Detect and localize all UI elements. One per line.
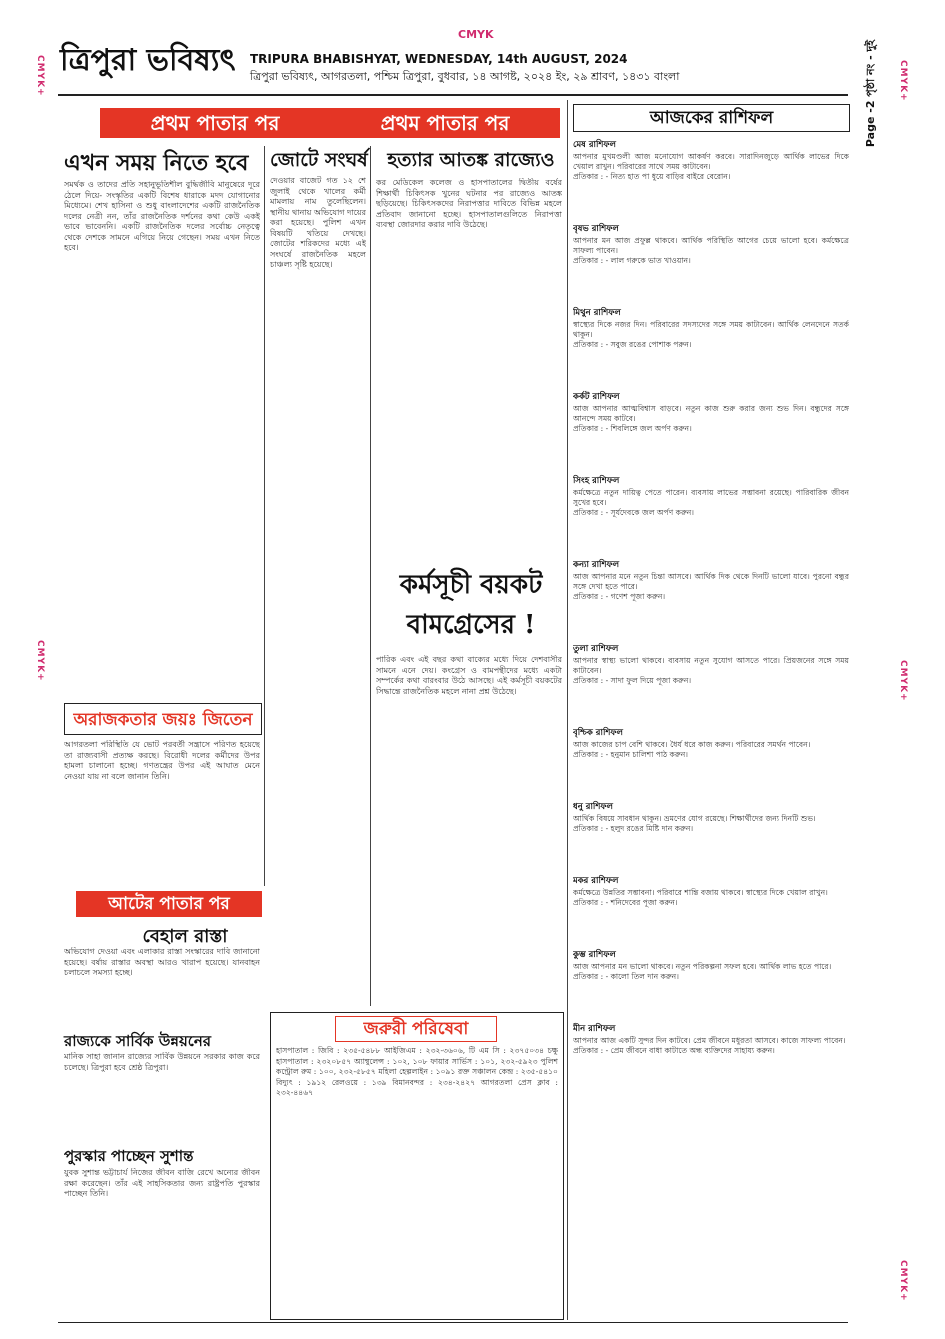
horoscope-sign-remedy: প্রতিকার : - গণেশ পূজা করুন। — [573, 592, 666, 601]
emergency-title: জরুরী পরিষেবা — [335, 1016, 497, 1042]
registration-top: CMYK — [458, 28, 494, 41]
article-clash-headline: জোটে সংঘর্ষ — [270, 149, 368, 171]
horoscope-sign-text: আপনার মন আজ প্রফুল্ল থাকবে। আর্থিক পরিস্থিতি আগের চেয়ে ভালো হবে। কর্মক্ষেত্রে সাফল্য পাবেন। — [573, 236, 849, 255]
article-road-headline: বেহাল রাস্তা — [142, 926, 228, 947]
article-road-body: অভিযোগ দেওয়া এবং এলাকার রাস্তা সংস্কারের দাবি জানানো হয়েছে। বর্ষায় রাস্তার অবস্থা আরও খারাপ হয়েছে। যানবাহন চলাচলে সমস্যা হচ্ছে। — [64, 947, 260, 977]
horoscope-sign-name: বৃশ্চিক রাশিফল — [573, 728, 623, 738]
horoscope-sign-text: আপনার স্বাস্থ্য ভালো থাকবে। ব্যবসায় নতুন সুযোগ আসতে পারে। প্রিয়জনের সঙ্গে সময় কাটাবেন। — [573, 656, 849, 675]
article-murder-body: কর মেডিকেল কলেজ ও হাসপাতালের দ্বিতীয় বর্ষের শিক্ষার্থী চিকিৎসক খুনের ঘটনার পর রাজ্যেও আতঙ্ক ছড়িয়েছে। চিকিৎসকদের নিরাপত্তার দাবিতে বিভিন্ন মহলে প্রতিবাদ জানানো হচ্ছে। হাসপাতালগুলিতে নিরাপত্তা ব্যবস্থা জোরদার করার দাবি উঠেছে। — [376, 178, 562, 229]
horoscope-sign-remedy: প্রতিকার : - হনুমান চালিশা পাঠ করুন। — [573, 750, 688, 759]
registration-left-mid: CMYK+ — [35, 640, 45, 682]
article-development-body: মানিক সাহা জানান রাজ্যের সার্বিক উন্নয়নে সরকার কাজ করে চলেছে। ত্রিপুরা হবে শ্রেষ্ঠ ত্রিপুরা। — [64, 1052, 260, 1072]
masthead-bengali-line: ত্রিপুরা ভবিষ্যৎ, আগরতলা, পশ্চিম ত্রিপুরা, বুধবার, ১৪ আগষ্ট, ২০২৪ ইং, ২৯ শ্রাবণ, ১৪৩১ বাংলা — [250, 70, 680, 83]
horoscope-sign-name: সিংহ রাশিফল — [573, 476, 620, 486]
horoscope-sign-text: স্বাস্থ্যের দিকে নজর দিন। পরিবারের সদস্যদের সঙ্গে সময় কাটাবেন। আর্থিক লেনদেনে সতর্ক থাকুন। — [573, 320, 849, 339]
banner-right: প্রথম পাতার পর — [380, 111, 510, 135]
article-award-body: যুবক সুশান্ত ভট্টাচার্য নিজের জীবন বাজি রেখে অন্যের জীবন রক্ষা করেছেন। তাঁর এই সাহসিকতার জন্য রাষ্ট্রপতি পুরস্কার পাচ্ছেন তিনি। — [64, 1168, 260, 1198]
masthead-rule — [58, 94, 848, 96]
horoscope-sign-name: মকর রাশিফল — [573, 876, 619, 886]
article-boycott-body: পারিক এবং এই বছর কথা বাক্যের মধ্যে দিয়ে দেশবাসীর সামনে এনে দেয়। কংগ্রেস ও বামপন্থীদের মধ্যে একটা সম্পর্কের কথা বারংবার উঠে আসছে। এই কর্মসূচী বয়কটের সিদ্ধান্তে রাজনৈতিক মহলে নানা প্রশ্ন উঠেছে। — [376, 655, 562, 696]
horoscope-title: আজকের রাশিফল — [573, 104, 850, 132]
article-now-is-time-headline: এখন সময় নিতে হবে — [64, 150, 249, 176]
emergency-body: হাসপাতাল : জিবি : ২৩৫-৫৪৮৮ আইজিএম : ২৩২-৩৬০৬, টি এম সি : ২৩৭৫০৩৪ চক্ষু হাসপাতাল : ২৩২০৮৫৭ অ্যাম্বুলেন্স : ১০২, ১০৮ ফায়ার সার্ভিস : ১০১, ২৩২-৫৯২৩ পুলিশ কন্ট্রোল রুম : ১০০, ২৩২-৫৮৫৭ মহিলা হেল্পলাইন : ১০৯১ রক্ত সঞ্চালন কেন্দ্র : ২৩৫-৫৪১০ বিদ্যুৎ : ১৯১২ রেলওয়ে : ১৩৯ বিমানবন্দর : ২৩৪-২৪২৭ আগরতলা প্রেস ক্লাব : ২৩২-৪৪৬৭ — [276, 1046, 558, 1097]
horoscope-sign — [573, 874, 849, 908]
column-rule-2 — [370, 146, 371, 1006]
horoscope-sign — [573, 1022, 849, 1056]
horoscope-sign-remedy: প্রতিকার : - প্রেম জীবনে বাধা কাটাতে অন্ধ ব্যক্তিদের সাহায্য করুন। — [573, 1046, 775, 1055]
horoscope-sign-remedy: প্রতিকার : - সাদা ফুল দিয়ে পূজা করুন। — [573, 676, 692, 685]
article-development-headline: রাজ্যকে সার্বিক উন্নয়নের — [64, 1032, 212, 1050]
horoscope-sign-remedy: প্রতিকার : - লাল গরুকে ভাত খাওয়ান। — [573, 256, 691, 265]
article-murder-headline: হত্যার আতঙ্ক রাজ্যেও — [387, 149, 555, 171]
horoscope-sign — [573, 390, 849, 434]
horoscope-sign — [573, 222, 849, 266]
horoscope-sign — [573, 726, 849, 760]
article-anarchy-body: আগরতলা পরিস্থিতি যে ভোট পরবর্তী সন্ত্রাসে পরিণত হয়েছে তা রাজ্যবাসী প্রত্যক্ষ করছে। বিরোধী দলের কর্মীদের উপর হামলা চালানো হচ্ছে। গণতন্ত্রের উপর এই আঘাত মেনে নেওয়া যায় না বলে জানান তিনি। — [64, 740, 260, 781]
horoscope-sign-text: কর্মক্ষেত্রে নতুন দায়িত্ব পেতে পারেন। ব্যবসায় লাভের সম্ভাবনা রয়েছে। পারিবারিক জীবন সুখের হবে। — [573, 488, 849, 507]
horoscope-sign-remedy: প্রতিকার : - নিত্য হাত পা ধুয়ে বাড়ির বাইরে বেরোন। — [573, 172, 731, 181]
banner-left: প্রথম পাতার পর — [150, 111, 280, 135]
horoscope-sign-name: কন্যা রাশিফল — [573, 560, 620, 570]
registration-right-mid: CMYK+ — [898, 660, 908, 702]
horoscope-sign-name: ধনু রাশিফল — [573, 802, 613, 812]
masthead-title: ত্রিপুরা ভবিষ্যৎ — [60, 43, 236, 78]
horoscope-sign — [573, 800, 849, 834]
horoscope-sign-name: মেষ রাশিফল — [573, 140, 616, 150]
horoscope-sign-text: আজ আপনার মন ভালো থাকবে। নতুন পরিকল্পনা সফল হবে। আর্থিক লাভ হতে পারে। — [573, 962, 832, 971]
horoscope-sign-remedy: প্রতিকার : - সবুজ রঙের পোশাক পরুন। — [573, 340, 692, 349]
horoscope-sign — [573, 474, 849, 518]
column-rule-1 — [264, 146, 265, 886]
horoscope-sign-remedy: প্রতিকার : - শিবলিঙ্গে জল অর্পণ করুন। — [573, 424, 692, 433]
article-clash-body: দেওয়ার বাজেট গত ১২ শে জুলাই থেকে খালের কর্মী মামলায় নাম তুলেছিলেন। স্থানীয় থানায় অভিযোগ দায়ের করা হয়েছে। পুলিশ এখন বিষয়টি খতিয়ে দেখছে। জোটের শরিকদের মধ্যে এই সংঘর্ষে রাজনৈতিক মহলে চাঞ্চল্য সৃষ্টি হয়েছে। — [270, 176, 366, 269]
eighth-page-banner: আটের পাতার পর — [76, 891, 262, 917]
column-rule-3 — [567, 100, 568, 1320]
registration-right-bottom: CMYK+ — [898, 1260, 908, 1302]
horoscope-sign-text: আর্থিক বিষয়ে সাবধান থাকুন। ভ্রমণের যোগ রয়েছে। শিক্ষার্থীদের জন্য দিনটি শুভ। — [573, 814, 816, 823]
bottom-rule — [58, 1322, 848, 1323]
horoscope-sign-remedy: প্রতিকার : - হলুদ রঙের মিষ্টি দান করুন। — [573, 824, 694, 833]
horoscope-sign-text: আজ আপনার আত্মবিশ্বাস বাড়বে। নতুন কাজ শুরু করার জন্য শুভ দিন। বন্ধুদের সঙ্গে আনন্দে সময় কাটবে। — [573, 404, 849, 423]
article-award-headline: পুরস্কার পাচ্ছেন সুশান্ত — [64, 1147, 194, 1165]
registration-right: CMYK+ — [898, 60, 908, 102]
masthead-english-line: TRIPURA BHABISHYAT, WEDNESDAY, 14th AUGUST, 2024 — [250, 52, 628, 66]
horoscope-sign-name: কুম্ভ রাশিফল — [573, 950, 616, 960]
horoscope-sign-remedy: প্রতিকার : - কালো তিল দান করুন। — [573, 972, 679, 981]
registration-left: CMYK+ — [35, 55, 45, 97]
horoscope-sign — [573, 306, 849, 350]
horoscope-sign — [573, 558, 849, 602]
horoscope-sign-remedy: প্রতিকার : - সূর্যদেবকে জল অর্পণ করুন। — [573, 508, 695, 517]
horoscope-sign-name: মিথুন রাশিফল — [573, 308, 621, 318]
horoscope-sign-text: আজ আপনার মনে নতুন চিন্তা আসবে। আর্থিক দিক থেকে দিনটি ভালো যাবে। পুরনো বন্ধুর সঙ্গে দেখা হতে পারে। — [573, 572, 849, 591]
horoscope-sign-name: মীন রাশিফল — [573, 1024, 616, 1034]
page-label: Page -2 পৃষ্ঠা নং - দুই — [864, 40, 877, 148]
horoscope-sign-name: কর্কট রাশিফল — [573, 392, 620, 402]
horoscope-sign — [573, 948, 849, 982]
horoscope-sign-name: বৃষভ রাশিফল — [573, 224, 619, 234]
article-anarchy-headline: অরাজকতার জয়ঃ জিতেন — [73, 710, 253, 730]
horoscope-sign-text: আপনার মুখমণ্ডলী আজ মনোযোগ আকর্ষণ করবে। সারাদিনজুড়ে আর্থিক লাভের দিকে খেয়াল রাখুন। পরিবারের সাথে সময় কাটাবেন। — [573, 152, 849, 171]
horoscope-list — [573, 136, 849, 1316]
horoscope-sign-remedy: প্রতিকার : - শনিদেবের পূজা করুন। — [573, 898, 678, 907]
horoscope-sign — [573, 138, 849, 182]
article-boycott-headline: কর্মসূচী বয়কট বামগ্রেসের ! — [399, 570, 543, 640]
horoscope-sign — [573, 642, 849, 686]
horoscope-sign-text: আপনার আজ একটি সুন্দর দিন কাটবে। প্রেম জীবনে মধুরতা আসবে। কাজে সাফল্য পাবেন। — [573, 1036, 846, 1045]
horoscope-sign-name: তুলা রাশিফল — [573, 644, 619, 654]
article-now-is-time-body: সমর্থক ও তাদের প্রতি সহানুভূতিশীল বুদ্ধিজীবি মানুষেরে দূরে ঠেলে দিয়ে- সংস্কৃতির একটি বিশেষ ধারাকে মদদ যোগানোর মিধ্যেমে। শেখ হাসিনা ও শুধু বাংলাদেশের একটি রাজনৈতিক দলের নেত্রী নন, তাঁর রাজনৈতিক দর্শনের কথা কেউ একই ভাবে ভাবেননি। একটি রাজনৈতিক দলের সর্বোচ্চ নেতৃত্বে থেকে দেশকে সামনে এগিয়ে নিয়ে গেছেন। সময় এখন নিতে হবে। — [64, 180, 260, 252]
horoscope-sign-text: আজ কাজের চাপ বেশি থাকবে। ধৈর্য ধরে কাজ করুন। পরিবারের সমর্থন পাবেন। — [573, 740, 811, 749]
front-page-banner — [100, 108, 560, 138]
horoscope-sign-text: কর্মক্ষেত্রে উন্নতির সম্ভাবনা। পরিবারে শান্তি বজায় থাকবে। স্বাস্থ্যের দিকে খেয়াল রাখুন। — [573, 888, 828, 897]
